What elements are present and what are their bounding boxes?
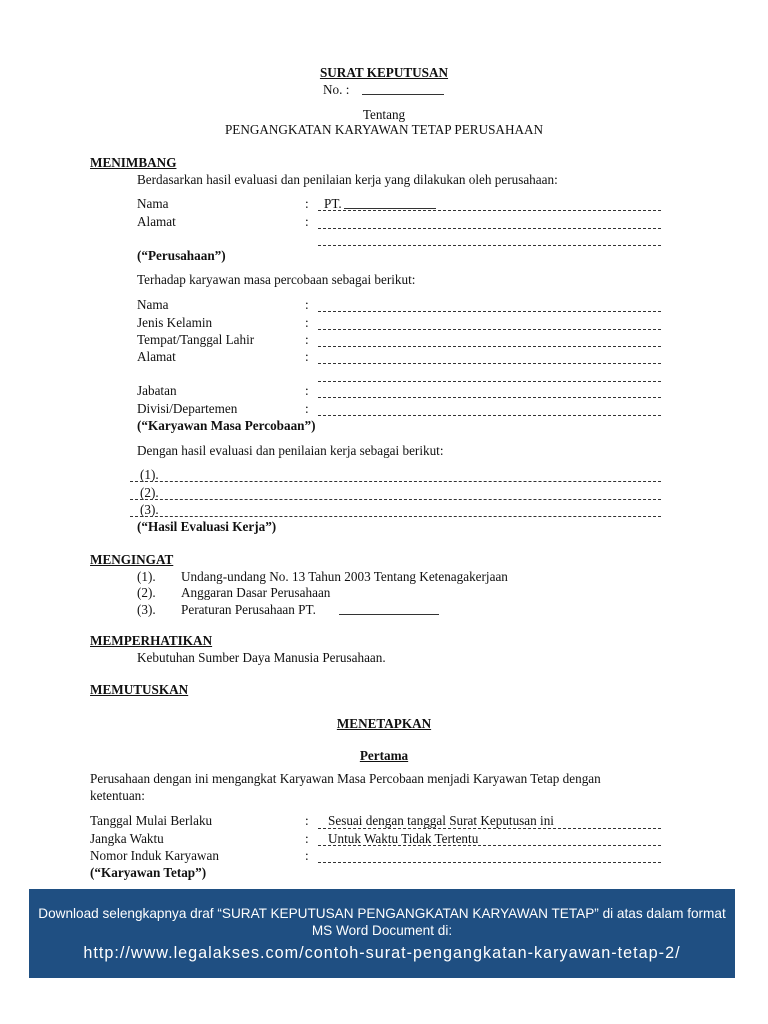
employee-name-line [318, 311, 661, 312]
company-address-line-1 [318, 228, 661, 229]
banner-text: Download selengkapnya draf “SURAT KEPUTUSAN PENGANGKATAN KARYAWAN TETAP” di atas dalam format MS Word Document di: [38, 906, 726, 938]
term-value: Untuk Waktu Tidak Tertentu [328, 831, 479, 846]
document-subject: PENGANGKATAN KARYAWAN TETAP PERUSAHAAN [224, 122, 544, 137]
company-name-value: PT. [324, 196, 342, 211]
term-line [318, 845, 661, 846]
company-address-colon: : [305, 214, 309, 229]
document-title: SURAT KEPUTUSAN [319, 65, 449, 80]
start-date-colon: : [305, 813, 309, 828]
company-name-blank [344, 208, 436, 209]
evaluation-item-3: (3). [140, 502, 159, 517]
employee-intro: Terhadap karyawan masa percobaan sebagai berikut: [137, 272, 416, 287]
birth-line [318, 346, 661, 347]
birth-colon: : [305, 332, 309, 347]
birth-label: Tempat/Tanggal Lahir [137, 332, 255, 347]
employee-address-label: Alamat [137, 349, 176, 364]
download-banner [29, 889, 735, 978]
division-line [318, 415, 661, 416]
company-alias: (“Perusahaan”) [137, 248, 226, 263]
employee-address-colon: : [305, 349, 309, 364]
employee-name-colon: : [305, 297, 309, 312]
gender-line [318, 329, 661, 330]
position-label: Jabatan [137, 383, 177, 398]
gender-label: Jenis Kelamin [137, 315, 213, 330]
mengingat-num-1: (1). [137, 569, 156, 584]
evaluation-line-3 [130, 516, 661, 517]
company-address-label: Alamat [137, 214, 176, 229]
tentang-label: Tentang [362, 107, 406, 122]
memperhatikan-text: Kebutuhan Sumber Daya Manusia Perusahaan. [137, 650, 386, 665]
mengingat-num-3: (3). [137, 602, 156, 617]
evaluation-alias: (“Hasil Evaluasi Kerja”) [137, 519, 277, 534]
evaluation-item-1: (1). [140, 467, 159, 482]
employee-number-colon: : [305, 848, 309, 863]
division-label: Divisi/Departemen [137, 401, 238, 416]
position-line [318, 397, 661, 398]
number-blank [362, 94, 444, 95]
mengingat-company-blank [339, 614, 439, 615]
evaluation-line-1 [130, 481, 661, 482]
employee-number-label: Nomor Induk Karyawan [90, 848, 219, 863]
permanent-employee-alias: (“Karyawan Tetap”) [90, 865, 207, 880]
start-date-line [318, 828, 661, 829]
menimbang-heading: MENIMBANG [90, 155, 177, 170]
mengingat-text-2: Anggaran Dasar Perusahaan [181, 585, 331, 600]
company-name-colon: : [305, 196, 309, 211]
position-colon: : [305, 383, 309, 398]
menimbang-intro: Berdasarkan hasil evaluasi dan penilaian kerja yang dilakukan oleh perusahaan: [137, 172, 558, 187]
download-link[interactable]: http://www.legalakses.com/contoh-surat-pengangkatan-karyawan-tetap-2/ [83, 944, 681, 962]
pertama-heading: Pertama [359, 748, 409, 763]
start-date-value: Sesuai dengan tanggal Surat Keputusan ini [328, 813, 554, 828]
employee-address-line-1 [318, 363, 661, 364]
gender-colon: : [305, 315, 309, 330]
company-name-line [318, 210, 661, 211]
mengingat-num-2: (2). [137, 585, 156, 600]
company-name-label: Nama [137, 196, 169, 211]
term-colon: : [305, 831, 309, 846]
employee-address-line-2 [318, 381, 661, 382]
term-label: Jangka Waktu [90, 831, 164, 846]
company-address-line-2 [318, 245, 661, 246]
evaluation-item-2: (2). [140, 485, 159, 500]
start-date-label: Tanggal Mulai Berlaku [90, 813, 213, 828]
decision-paragraph-line-1: Perusahaan dengan ini mengangkat Karyawan Masa Percobaan menjadi Karyawan Tetap dengan [90, 771, 601, 786]
memperhatikan-heading: MEMPERHATIKAN [90, 633, 213, 648]
number-label: No. : [323, 82, 350, 97]
mengingat-text-1: Undang-undang No. 13 Tahun 2003 Tentang Ketenagakerjaan [181, 569, 508, 584]
employee-name-label: Nama [137, 297, 169, 312]
menetapkan-heading: MENETAPKAN [336, 716, 432, 731]
mengingat-heading: MENGINGAT [90, 552, 174, 567]
mengingat-text-3: Peraturan Perusahaan PT. [181, 602, 316, 617]
decision-paragraph-line-2: ketentuan: [90, 788, 145, 803]
division-colon: : [305, 401, 309, 416]
employee-alias: (“Karyawan Masa Percobaan”) [137, 418, 316, 433]
employee-number-line [318, 862, 661, 863]
memutuskan-heading: MEMUTUSKAN [90, 682, 189, 697]
evaluation-intro: Dengan hasil evaluasi dan penilaian kerja sebagai berikut: [137, 443, 444, 458]
evaluation-line-2 [130, 499, 661, 500]
